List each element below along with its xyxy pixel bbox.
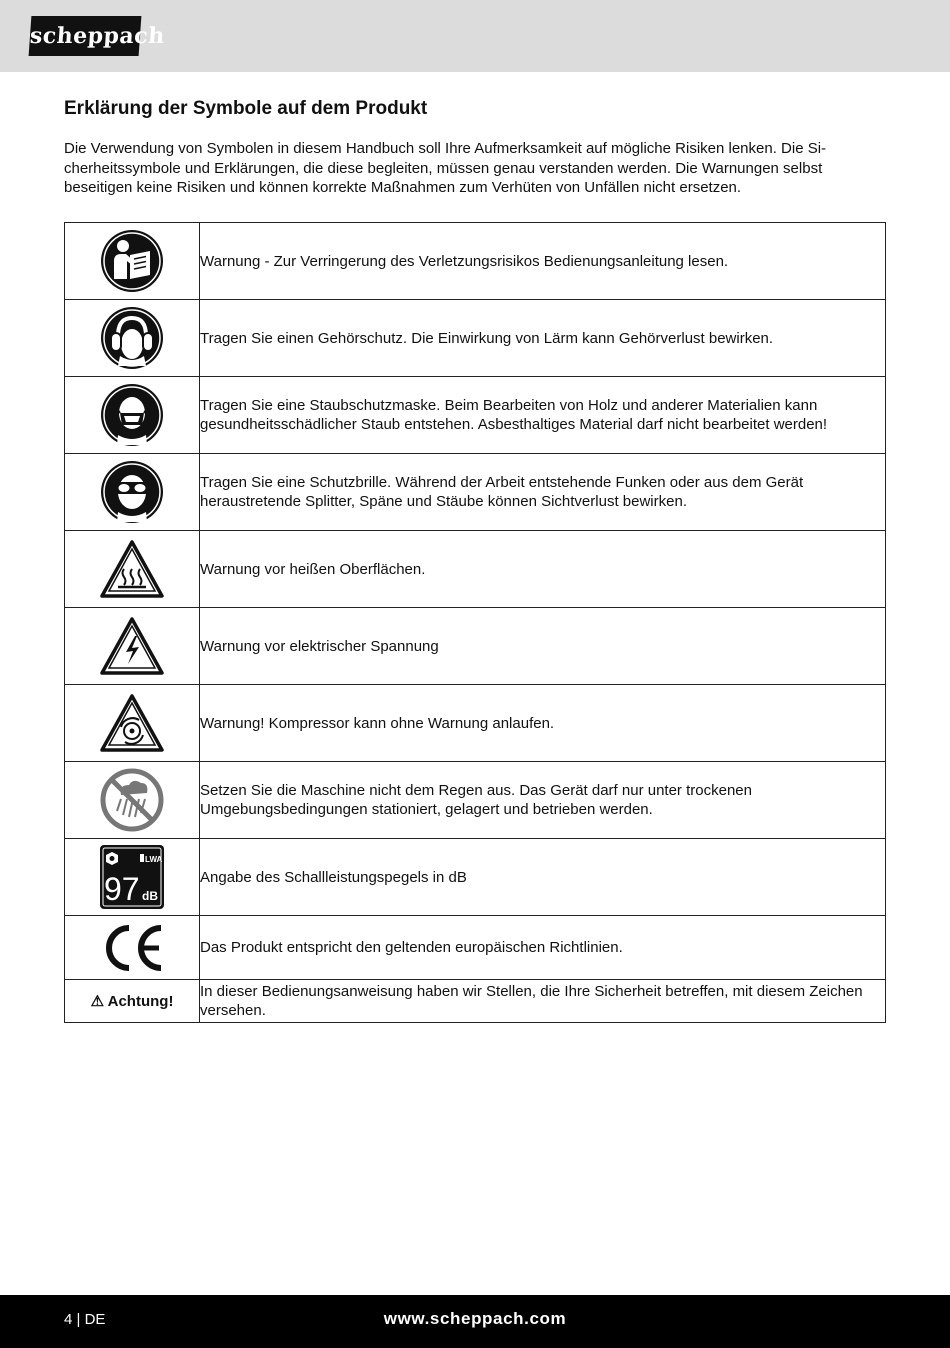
table-row — [65, 454, 886, 531]
safety-goggles-icon — [100, 460, 164, 524]
table-row — [65, 223, 886, 300]
page-number: 4 | DE — [64, 1311, 106, 1328]
symbol-description: Tragen Sie eine Staubschutzmaske. Beim Bearbeiten von Holz und anderer Materialien kann gesundheitsschädlicher Staub entstehen. Asbesthaltiges Material darf nicht bearbeitet werden! — [200, 377, 886, 454]
table-row — [65, 608, 886, 685]
svg-text:97: 97 — [104, 871, 140, 907]
page-title: Erklärung der Symbole auf dem Produkt — [64, 98, 428, 119]
ce-mark-icon — [99, 925, 165, 971]
table-row — [65, 531, 886, 608]
table-row — [65, 839, 886, 916]
symbol-table — [64, 222, 886, 1023]
symbol-description: Warnung vor heißen Oberflächen. — [200, 531, 886, 608]
website-link[interactable]: www.scheppach.com — [383, 1309, 567, 1328]
svg-text:dB: dB — [142, 889, 158, 903]
hot-surface-warning-icon — [99, 539, 165, 599]
intro-paragraph: Die Verwendung von Symbolen in diesem Handbuch soll Ihre Aufmerksamkeit auf mögliche Risiken lenken. Die Si-cherheitssymbole und Erklärungen, die diese begleiten, müssen genau verstanden werden. Die Warnungen selbst beseitigen keine Risiken und können korrekte Maßnahmen zum Verhüten von Unfällen nicht ersetzen. — [64, 140, 827, 196]
automatic-start-warning-icon — [99, 693, 165, 753]
svg-text:LWA: LWA — [145, 855, 163, 864]
symbol-description: Setzen Sie die Maschine nicht dem Regen aus. Das Gerät darf nur unter trockenen Umgebungsbedingungen stationiert, gelagert und betrieben werden. — [200, 762, 886, 839]
table-row — [65, 300, 886, 377]
ear-protection-icon — [100, 306, 164, 370]
header-bar — [0, 0, 950, 72]
sound-power-level-icon — [99, 844, 165, 910]
read-manual-icon — [100, 229, 164, 293]
electric-voltage-warning-icon — [99, 616, 165, 676]
table-row — [65, 762, 886, 839]
symbol-description: Tragen Sie eine Schutzbrille. Während der Arbeit entstehende Funken oder aus dem Gerät heraustretende Splitter, Späne und Stäube können Sichtverlust bewirken. — [200, 454, 886, 531]
symbol-description: Warnung - Zur Verringerung des Verletzungsrisikos Bedienungsanleitung lesen. — [200, 223, 886, 300]
achtung-label: ⚠ Achtung! — [90, 992, 174, 1010]
table-row — [65, 980, 886, 1023]
table-row — [65, 685, 886, 762]
no-rain-icon — [99, 767, 165, 833]
symbol-description: Das Produkt entspricht den geltenden europäischen Richtlinien. — [200, 916, 886, 980]
symbol-description: Warnung! Kompressor kann ohne Warnung anlaufen. — [200, 685, 886, 762]
symbol-description: Warnung vor elektrischer Spannung — [200, 608, 886, 685]
symbol-description: In dieser Bedienungsanweisung haben wir Stellen, die Ihre Sicherheit betreffen, mit diesem Zeichen versehen. — [200, 980, 886, 1023]
symbol-description: Angabe des Schallleistungspegels in dB — [200, 839, 886, 916]
symbol-description: Tragen Sie einen Gehörschutz. Die Einwirkung von Lärm kann Gehörverlust bewirken. — [200, 300, 886, 377]
table-row — [65, 377, 886, 454]
dust-mask-icon — [100, 383, 164, 447]
table-row — [65, 916, 886, 980]
footer-bar — [0, 1295, 950, 1348]
scheppach-logo: scheppach — [29, 16, 142, 56]
